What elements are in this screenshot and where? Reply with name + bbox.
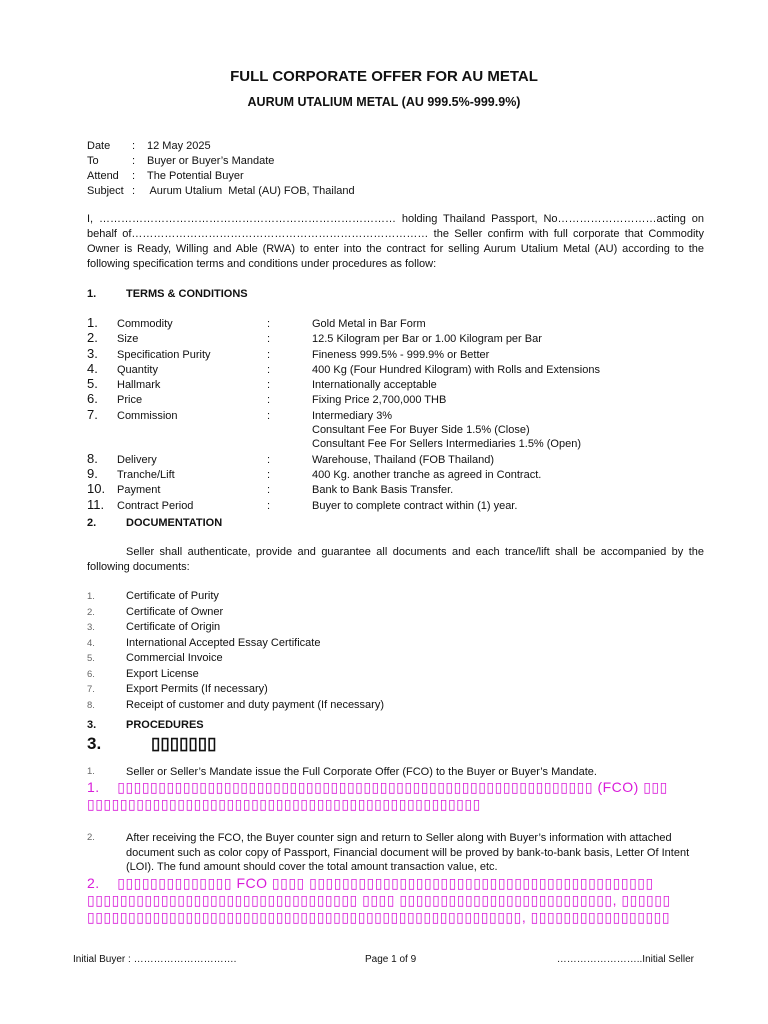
- term-row: 6. Price : Fixing Price 2,700,000 THB: [87, 391, 447, 407]
- procedure-step: 2. After receiving the FCO, the Buyer counter sign and return to Seller along with Buyer’s information with attached document such as color copy of Passport, Financial document will be proved by bank-to-bank basis, Letter Of Intent (LOI). The fund amount should cover the total amount transaction value, etc.: [87, 832, 690, 873]
- footer-initial-buyer: Initial Buyer : ………………………….: [73, 954, 237, 965]
- list-item: 4. International Accepted Essay Certificate: [87, 636, 321, 649]
- intro-paragraph: I, ……………………………………………………………………… holding Thailand Passport, No………………………acting on behalf of……………………………………………………………………… the Seller confirm with full corporate that Commodity Owner is Ready, Willing and Able (RWA) to enter into the contract for selling Aurum Utalium Metal (AU) according to the following specification terms and conditions under procedures as follow:: [87, 213, 704, 270]
- header-row-subject: Subject : Aurum Utalium Metal (AU) FOB, Thailand: [87, 185, 355, 197]
- section-heading-procedures: 3. PROCEDURES: [87, 719, 204, 731]
- section-heading-procedures-thai: 3. ▯▯▯▯▯▯▯: [87, 734, 217, 753]
- header-value: The Potential Buyer: [147, 170, 244, 182]
- procedure-step: 1. Seller or Seller’s Mandate issue the Full Corporate Offer (FCO) to the Buyer or Buyer’s Mandate.: [87, 766, 597, 778]
- document-subtitle: AURUM UTALIUM METAL (AU 999.5%-999.9%): [247, 95, 521, 109]
- header-value: Buyer or Buyer’s Mandate: [147, 155, 275, 167]
- list-item: 8. Receipt of customer and duty payment (If necessary): [87, 698, 385, 711]
- thai-translation-block: 1. ▯▯▯▯▯▯▯▯▯▯▯▯▯▯▯▯▯▯▯▯▯▯▯▯▯▯▯▯▯▯▯▯▯▯▯▯▯▯▯▯▯▯▯▯▯▯▯▯▯▯▯▯▯▯▯▯▯▯ (FCO) ▯▯▯ ▯▯▯▯▯▯▯▯▯▯▯▯▯▯▯▯▯▯▯▯▯▯▯▯▯▯▯▯▯▯▯▯▯▯▯▯▯▯▯▯▯▯▯▯▯▯▯▯: [87, 779, 668, 812]
- footer-page-number: Page 1 of 9: [365, 954, 417, 965]
- documents-list: [87, 589, 384, 713]
- header-row-date: Date : 12 May 2025: [87, 140, 211, 152]
- header-row-to: To : Buyer or Buyer’s Mandate: [87, 155, 275, 167]
- list-item: 2. Certificate of Owner: [87, 605, 224, 618]
- documentation-intro: Seller shall authenticate, provide and guarantee all documents and each trance/lift shall be accompanied by the following documents:: [87, 546, 704, 573]
- header-key: To: [87, 155, 99, 167]
- term-row: 7. Commission : Intermediary 3%: [87, 406, 393, 422]
- list-item: 7. Export Permits (If necessary): [87, 683, 268, 695]
- term-row: 11. Contract Period : Buyer to complete contract within (1) year.: [87, 496, 518, 512]
- footer-initial-seller: ……………………..Initial Seller: [556, 954, 694, 965]
- header-value: Aurum Utalium Metal (AU) FOB, Thailand: [147, 185, 355, 197]
- list-item: 5. Commercial Invoice: [87, 652, 223, 664]
- section-heading-documentation: 2. DOCUMENTATION: [87, 517, 223, 529]
- document-title: FULL CORPORATE OFFER FOR AU METAL: [230, 68, 538, 85]
- header-row-attend: Attend : The Potential Buyer: [87, 170, 244, 182]
- list-item: 3. Certificate of Origin: [87, 621, 221, 633]
- terms-list: [87, 316, 732, 513]
- header-value: 12 May 2025: [147, 140, 211, 152]
- term-row: 5. Hallmark : Internationally acceptable: [87, 376, 437, 392]
- term-row: 9. Tranche/Lift : 400 Kg. another tranche as agreed in Contract.: [87, 465, 542, 481]
- letter-header: [87, 139, 355, 199]
- term-row: 3. Specification Purity : Fineness 999.5% - 999.9% or Better: [87, 345, 490, 361]
- term-row: Consultant Fee For Sellers Intermediaries 1.5% (Open): [312, 438, 582, 451]
- term-row: 4. Quantity : 400 Kg (Four Hundred Kilogram) with Rolls and Extensions: [87, 360, 600, 376]
- list-item: 1. Certificate of Purity: [87, 590, 219, 602]
- header-key: Date: [87, 140, 111, 152]
- thai-translation-block: 2. ▯▯▯▯▯▯▯▯▯▯▯▯▯▯ FCO ▯▯▯▯ ▯▯▯▯▯▯▯▯▯▯▯▯▯▯▯▯▯▯▯▯▯▯▯▯▯▯▯▯▯▯▯▯▯▯▯▯▯▯▯▯▯▯ ▯▯▯▯▯▯▯▯▯▯▯▯▯▯▯▯▯▯▯▯▯▯▯▯▯▯▯▯▯▯▯▯▯ ▯▯▯▯ ▯▯▯▯▯▯▯▯▯▯▯▯▯▯▯▯▯▯▯▯▯▯▯▯▯▯, ▯▯▯▯▯▯ ▯▯▯▯▯▯▯▯▯▯▯▯▯▯▯▯▯▯▯▯▯▯▯▯▯▯▯▯▯▯▯▯▯▯▯▯▯▯▯▯▯▯▯▯▯▯▯▯▯▯▯▯▯, ▯▯▯▯▯▯▯▯▯▯▯▯▯▯▯▯▯: [87, 875, 671, 925]
- term-row: 8. Delivery : Warehouse, Thailand (FOB Thailand): [87, 450, 494, 466]
- term-row: Consultant Fee For Buyer Side 1.5% (Close): [312, 424, 530, 437]
- header-key: Subject: [87, 185, 124, 197]
- section-heading-terms: 1. TERMS & CONDITIONS: [87, 288, 248, 300]
- header-key: Attend: [87, 170, 119, 182]
- term-row: 10. Payment : Bank to Bank Basis Transfer.: [87, 481, 454, 497]
- list-item: 6. Export License: [87, 667, 199, 680]
- term-row: 1. Commodity : Gold Metal in Bar Form: [87, 315, 426, 330]
- term-row: 2. Size : 12.5 Kilogram per Bar or 1.00 Kilogram per Bar: [87, 330, 542, 346]
